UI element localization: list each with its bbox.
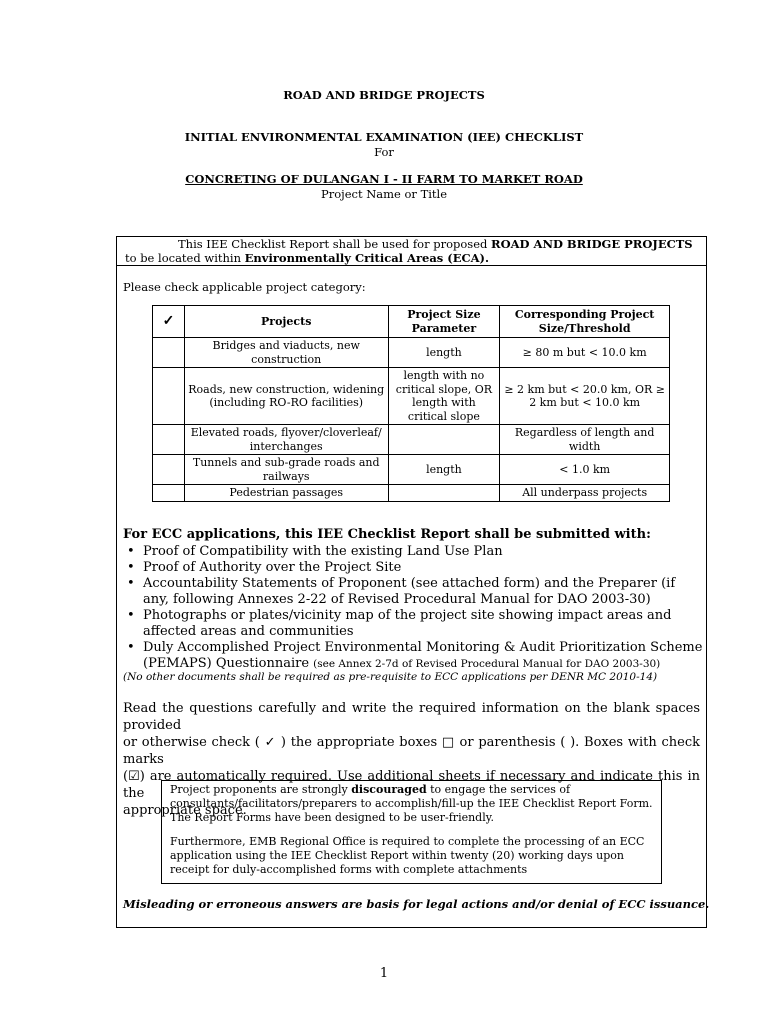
- threshold-cell: < 1.0 km: [500, 455, 670, 485]
- project-name-caption: Project Name or Title: [320, 187, 448, 201]
- category-prompt: Please check applicable project category:: [123, 280, 366, 294]
- check-cell[interactable]: [153, 455, 185, 485]
- category-table: [152, 305, 670, 502]
- note-p1-before: Project proponents are strongly: [170, 783, 352, 796]
- size-parameter-column-header: Project Size Parameter: [388, 306, 500, 338]
- parameter-cell: length: [388, 338, 500, 368]
- check-cell[interactable]: [153, 338, 185, 368]
- threshold-cell: All underpass projects: [500, 485, 670, 502]
- intro-line2-bold: Environmentally Critical Areas (ECA).: [244, 251, 489, 265]
- check-cell[interactable]: [153, 485, 185, 502]
- check-cell[interactable]: [153, 425, 185, 455]
- intro-line1: This IEE Checklist Report shall be used for proposed: [178, 237, 492, 251]
- discouraged-note-box: [161, 780, 662, 884]
- project-cell: Tunnels and sub-grade roads and railways: [184, 455, 388, 485]
- project-cell: Bridges and viaducts, new construction: [184, 338, 388, 368]
- ecc-item5-annex: (see Annex 2-7d of Revised Procedural Manual for DAO 2003-30): [313, 658, 661, 670]
- check-column-header: ✓: [153, 306, 185, 338]
- category-title: ROAD AND BRIDGE PROJECTS: [283, 88, 485, 102]
- intro-line2: to be located within: [125, 251, 245, 265]
- instructions-line: (☑) are automatically required. Use additional sheets if necessary and indicate this in the: [123, 769, 700, 801]
- page-number: 1: [379, 966, 389, 981]
- ecc-item5-text: Duly Accomplished Project Environmental Monitoring & Audit Prioritization Scheme (PEMAPS) Questionnaire: [143, 640, 703, 671]
- note-p1-after: to engage the services of consultants/facilitators/preparers to accomplish/fill-up the IEE Checklist Report Form. The Report Forms have been designed to be user-friendly.: [170, 783, 653, 824]
- intro-box: [117, 237, 706, 266]
- checklist-frame: This IEE Checklist Report shall be used for proposed ROAD AND BRIDGE PROJECTS to be located within Environmentally Critical Areas (ECA). Please check applicable project category: ✓ Projects Project Size Parameter Corresponding Project Size/Threshold Bridges and viaducts, new construction length ≥ 80 m but < 10.0 km Roads, new construction, widening (including RO-RO facilities) length with no critical slope, OR length with critical slope ≥ 2 km but < 20.0 km, OR ≥ 2 km but < 10.0 km Elevated roads, flyover/cloverleaf/ interchanges Regardless of length and width Tunnels and sub-grade roads and railways length < 1.0 km Pedestrian passages All underpass projects For ECC applications, this IEE Checklist Report shall be submitted with: • Proof of Compatibility with the existing Land Use Plan • Proof of Authority over the Project Site • Accountability Statements of Proponent (see attached form) and the Preparer (if any, following Annexes 2-22 of Revised Procedural Manual for DAO 2003-30) • Photographs or plates/vicinity map of the project site showing impact areas and affected areas and communities • Duly Accomplished Project Environmental Monitoring & Audit Prioritization Scheme (PEMAPS) Questionnaire (see Annex 2-7d of Revised Procedural Manual for DAO 2003-30) (No other documents shall be required as pre-requisite to ECC applications per DENR MC 2010-14) Read the questions carefully and write the required information on the blank spaces provided or otherwise check ( ✓ ) the appropriate boxes □ or parenthesis ( ). Boxes with check marks (☑) are automatically required. Use additional sheets if necessary and indicate this in the appropriate space. Project proponents are strongly discouraged to engage the services of consultants/facilitators/preparers to accomplish/fill-up the IEE Checklist Report Form. The Report Forms have been designed to be user-friendly. Furthermore, EMB Regional Office is required to complete the processing of an ECC application using the IEE Checklist Report within twenty (20) working days upon receipt for duly-accomplished forms with complete attachments Misleading or erroneous answers are basis for legal actions and/or denial of ECC issuance.: [116, 236, 707, 928]
- project-cell: Elevated roads, flyover/cloverleaf/ interchanges: [184, 425, 388, 455]
- instructions-line: appropriate space.: [123, 803, 247, 818]
- note-p1-bold: discouraged: [351, 783, 427, 796]
- instructions-line: Read the questions carefully and write the required information on the blank spaces provided: [123, 701, 700, 733]
- parameter-cell: length with no critical slope, OR length with critical slope: [388, 368, 500, 425]
- ecc-footnote: (No other documents shall be required as pre-requisite to ECC applications per DENR MC 2010-14): [123, 671, 658, 683]
- parameter-cell: [388, 425, 500, 455]
- check-cell[interactable]: [153, 368, 185, 425]
- project-cell: Pedestrian passages: [184, 485, 388, 502]
- projects-column-header: Projects: [184, 306, 388, 338]
- intro-line1-bold: ROAD AND BRIDGE PROJECTS: [491, 237, 693, 251]
- for-label: For: [374, 145, 394, 159]
- parameter-cell: [388, 485, 500, 502]
- threshold-cell: ≥ 2 km but < 20.0 km, OR ≥ 2 km but < 10.0 km: [500, 368, 670, 425]
- instructions-line: or otherwise check ( ✓ ) the appropriate boxes □ or parenthesis ( ). Boxes with check marks: [123, 735, 700, 767]
- ecc-heading: For ECC applications, this IEE Checklist Report shall be submitted with:: [123, 527, 651, 542]
- threshold-column-header: Corresponding Project Size/Threshold: [500, 306, 670, 338]
- project-cell: Roads, new construction, widening (including RO-RO facilities): [184, 368, 388, 425]
- threshold-cell: Regardless of length and width: [500, 425, 670, 455]
- project-name: CONCRETING OF DULANGAN I - II FARM TO MARKET ROAD: [185, 172, 583, 186]
- checklist-title: INITIAL ENVIRONMENTAL EXAMINATION (IEE) CHECKLIST: [184, 130, 584, 144]
- parameter-cell: length: [388, 455, 500, 485]
- threshold-cell: ≥ 80 m but < 10.0 km: [500, 338, 670, 368]
- warning-text: Misleading or erroneous answers are basis for legal actions and/or denial of ECC issuance.: [123, 897, 710, 911]
- note-p2: Furthermore, EMB Regional Office is required to complete the processing of an ECC application using the IEE Checklist Report within twenty (20) working days upon receipt for duly-accomplished forms with complete attachments: [170, 835, 645, 876]
